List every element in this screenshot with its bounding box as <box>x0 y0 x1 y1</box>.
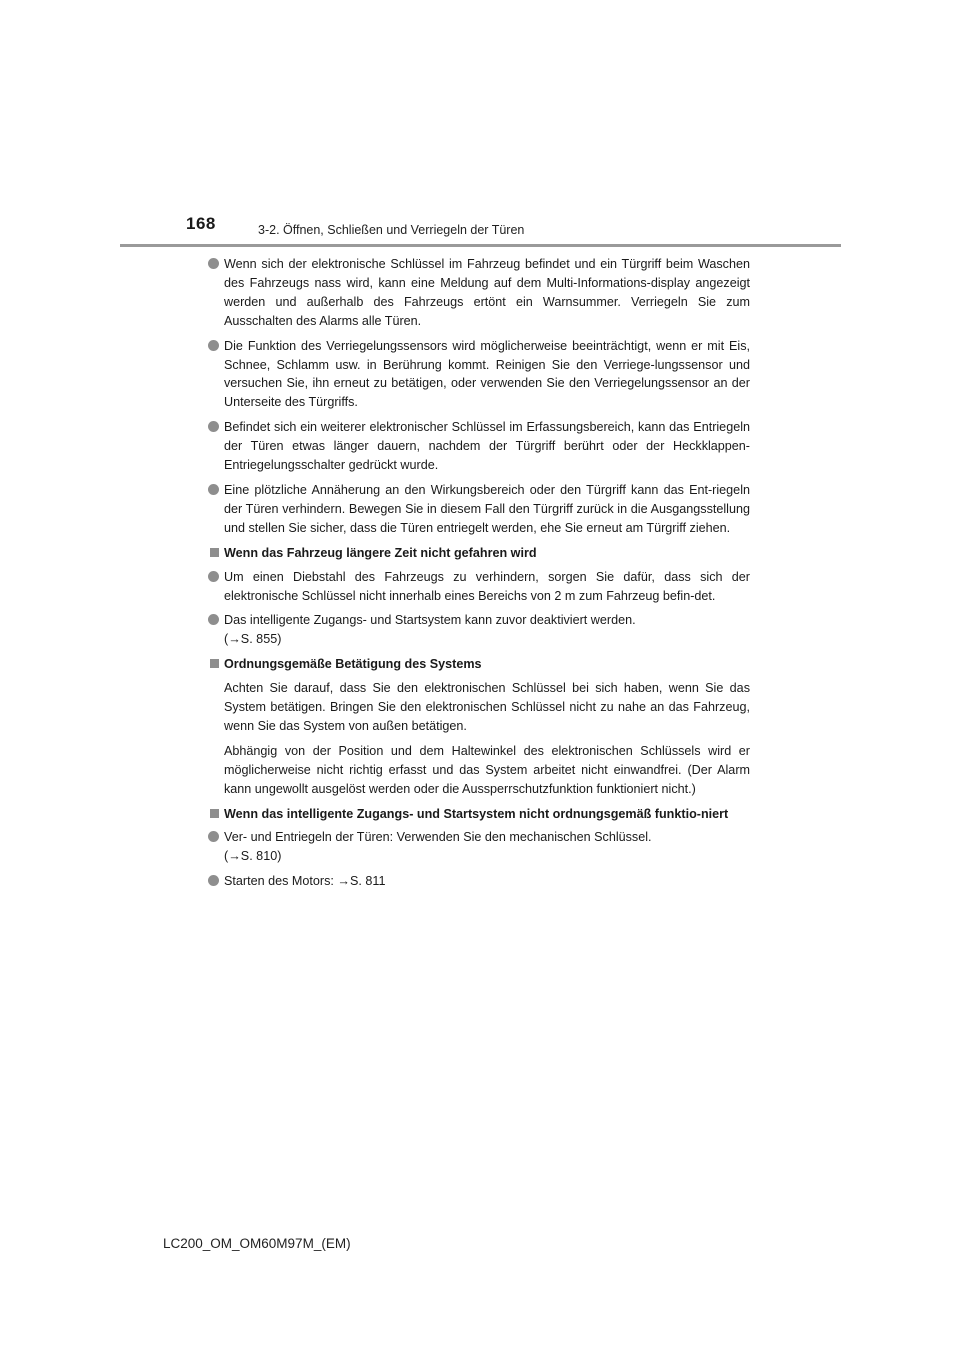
list-item <box>208 255 750 331</box>
heading-square-icon <box>210 548 219 557</box>
header-rule <box>120 244 841 247</box>
list-item <box>208 828 750 866</box>
page-content <box>208 255 750 897</box>
bullet-text: Wenn sich der elektronische Schlüssel im Fahrzeug befindet und ein Türgriff beim Waschen des Fahrzeugs nass wird, kann eine Meldung auf dem Multi-Informations-display angezeigt werden und außerhalb des Fahrzeugs ertönt ein Warnsummer. Verriegeln Sie zum Ausschalten des Alarms alle Türen. <box>224 257 750 328</box>
list-item <box>208 418 750 475</box>
section-title: 3-2. Öffnen, Schließen und Verriegeln der Türen <box>258 223 525 237</box>
bullet-text: Das intelligente Zugangs- und Startsystem kann zuvor deaktiviert werden. (→S. 855) <box>224 613 636 647</box>
bullet-text: Ver- und Entriegeln der Türen: Verwenden Sie den mechanischen Schlüssel. (→S. 810) <box>224 830 652 864</box>
bullet-dot-icon <box>208 831 219 842</box>
bullet-text: Eine plötzliche Annäherung an den Wirkungsbereich oder den Türgriff kann das Ent-riegeln der Türen verhindern. Bewegen Sie in diesem Fall den Türgriff zurück in die Ausgangsstellung und stellen Sie sicher, dass die Türen entriegelt werden, ehe Sie erneut am Türgriff ziehen. <box>224 482 750 535</box>
section-heading <box>208 544 750 563</box>
page-number: 168 <box>186 214 216 233</box>
list-item <box>208 481 750 538</box>
bullet-dot-icon <box>208 421 219 432</box>
heading-text: Ordnungsgemäße Betätigung des Systems <box>224 657 482 672</box>
bullet-text: Starten des Motors: →S. 811 <box>224 874 386 889</box>
bullet-dot-icon <box>208 614 219 625</box>
section-heading <box>208 805 750 824</box>
bullet-dot-icon <box>208 340 219 351</box>
bullet-dot-icon <box>208 484 219 495</box>
heading-text: Wenn das Fahrzeug längere Zeit nicht gefahren wird <box>224 545 537 560</box>
section-heading <box>208 655 750 674</box>
bullet-dot-icon <box>208 875 219 886</box>
heading-square-icon <box>210 659 219 668</box>
heading-square-icon <box>210 809 219 818</box>
list-item <box>208 611 750 649</box>
list-item <box>208 337 750 413</box>
footer-doc-id: LC200_OM_OM60M97M_(EM) <box>163 1236 351 1251</box>
bullet-text: Die Funktion des Verriegelungssensors wird möglicherweise beeinträchtigt, wenn er mit Eis, Schnee, Schlamm usw. in Berührung kommt. Reinigen Sie den Verriege-lungssensor und versuchen Sie, ihn erneut zu betätigen, oder verwenden Sie den Verriegelungssensor an der Unterseite des Türgriffs. <box>224 338 750 410</box>
bullet-text: Befindet sich ein weiterer elektronischer Schlüssel im Erfassungsbereich, kann das Entriegeln der Türen etwas länger dauern, nachdem der Türgriff berührt oder der Heckklappen-Entriegelungsschalter gedrückt wurde. <box>224 420 750 473</box>
list-item <box>208 872 750 891</box>
paragraph: Abhängig von der Position und dem Haltewinkel des elektronischen Schlüssels wird er möglicherweise nicht richtig erfasst und das System arbeitet nicht einwandfrei. (Der Alarm kann ungewollt ausgelöst werden oder die Aussperrschutzfunktion funktioniert nicht.) <box>224 743 750 796</box>
bullet-dot-icon <box>208 258 219 269</box>
bullet-text: Um einen Diebstahl des Fahrzeugs zu verhindern, sorgen Sie dafür, dass sich der elektronische Schlüssel nicht innerhalb eines Bereichs von 2 m zum Fahrzeug befin-det. <box>224 569 750 603</box>
list-item <box>208 568 750 606</box>
heading-text: Wenn das intelligente Zugangs- und Startsystem nicht ordnungsgemäß funktio-niert <box>224 806 729 821</box>
paragraph: Achten Sie darauf, dass Sie den elektronischen Schlüssel bei sich haben, wenn Sie das System betätigen. Bringen Sie den elektronischen Schlüssel nicht zu nahe an das Fahrzeug, wenn Sie das System von außen betätigen. <box>224 681 750 733</box>
bullet-dot-icon <box>208 571 219 582</box>
